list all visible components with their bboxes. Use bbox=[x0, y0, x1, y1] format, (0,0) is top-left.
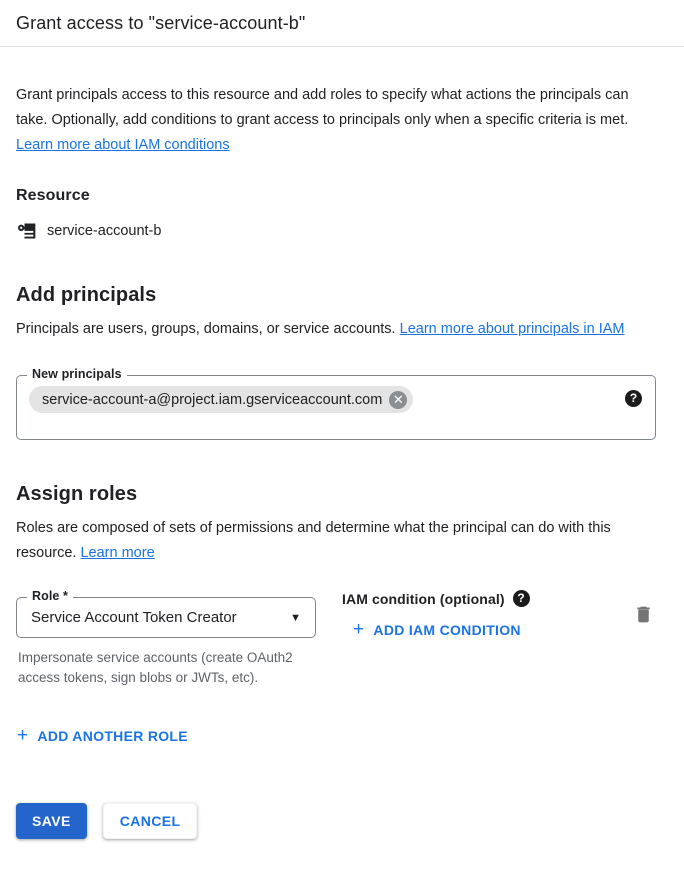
resource-row bbox=[16, 221, 656, 241]
save-button[interactable]: SAVE bbox=[16, 803, 87, 839]
add-iam-condition-button[interactable] bbox=[353, 620, 521, 639]
principals-learn-more-link[interactable]: Learn more about principals in IAM bbox=[399, 321, 625, 337]
dialog-content bbox=[0, 83, 684, 839]
roles-learn-more-link[interactable]: Learn more bbox=[80, 545, 155, 561]
role-select[interactable] bbox=[16, 589, 316, 638]
delete-role-button[interactable] bbox=[631, 601, 656, 630]
add-another-role-button[interactable] bbox=[17, 726, 188, 745]
plus-icon: + bbox=[353, 619, 365, 640]
principals-help-icon[interactable]: ? bbox=[625, 390, 642, 407]
chevron-down-icon: ▼ bbox=[290, 611, 301, 624]
new-principals-field[interactable] bbox=[16, 367, 656, 440]
assign-roles-heading: Assign roles bbox=[16, 483, 138, 505]
resource-name: service-account-b bbox=[47, 223, 162, 239]
iam-condition-label-row bbox=[342, 590, 631, 607]
add-iam-condition-label: ADD IAM CONDITION bbox=[373, 621, 521, 638]
dialog-header bbox=[0, 0, 684, 47]
role-column bbox=[16, 589, 316, 687]
cancel-button[interactable]: CANCEL bbox=[103, 803, 198, 839]
role-selected-value: Service Account Token Creator bbox=[31, 609, 237, 626]
roles-desc-text: Roles are composed of sets of permissions and determine what the principal can do with this resource. bbox=[16, 520, 611, 561]
role-select-label: Role * bbox=[27, 589, 73, 603]
principals-desc-text: Principals are users, groups, domains, or service accounts. bbox=[16, 321, 400, 337]
dialog-title: Grant access to "service-account-b" bbox=[16, 13, 306, 33]
resource-heading: Resource bbox=[16, 187, 90, 204]
iam-conditions-link[interactable]: Learn more about IAM conditions bbox=[16, 137, 230, 153]
role-binding-row bbox=[16, 589, 656, 687]
assign-roles-description bbox=[16, 516, 656, 566]
iam-condition-help-icon[interactable]: ? bbox=[513, 590, 530, 607]
iam-condition-label: IAM condition (optional) bbox=[342, 590, 505, 607]
dialog-actions bbox=[16, 803, 656, 839]
principal-chip-text: service-account-a@project.iam.gserviceaccount.com bbox=[42, 391, 383, 408]
trash-icon bbox=[633, 613, 654, 628]
chip-remove-icon[interactable]: ✕ bbox=[389, 391, 407, 409]
intro-text: Grant principals access to this resource and add roles to specify what actions the principals can take. Optionally, add conditions to grant access to principals only when a specific criteria is met. bbox=[16, 87, 629, 128]
add-principals-heading: Add principals bbox=[16, 284, 157, 306]
role-description: Impersonate service accounts (create OAuth2 access tokens, sign blobs or JWTs, etc). bbox=[18, 650, 293, 685]
intro-paragraph bbox=[16, 83, 656, 158]
principal-chip bbox=[29, 386, 413, 413]
plus-icon: + bbox=[17, 725, 29, 746]
service-account-icon bbox=[16, 221, 38, 241]
add-principals-description bbox=[16, 317, 656, 342]
new-principals-label: New principals bbox=[27, 367, 127, 381]
add-another-role-label: ADD ANOTHER ROLE bbox=[37, 727, 188, 744]
iam-condition-column bbox=[342, 590, 631, 640]
